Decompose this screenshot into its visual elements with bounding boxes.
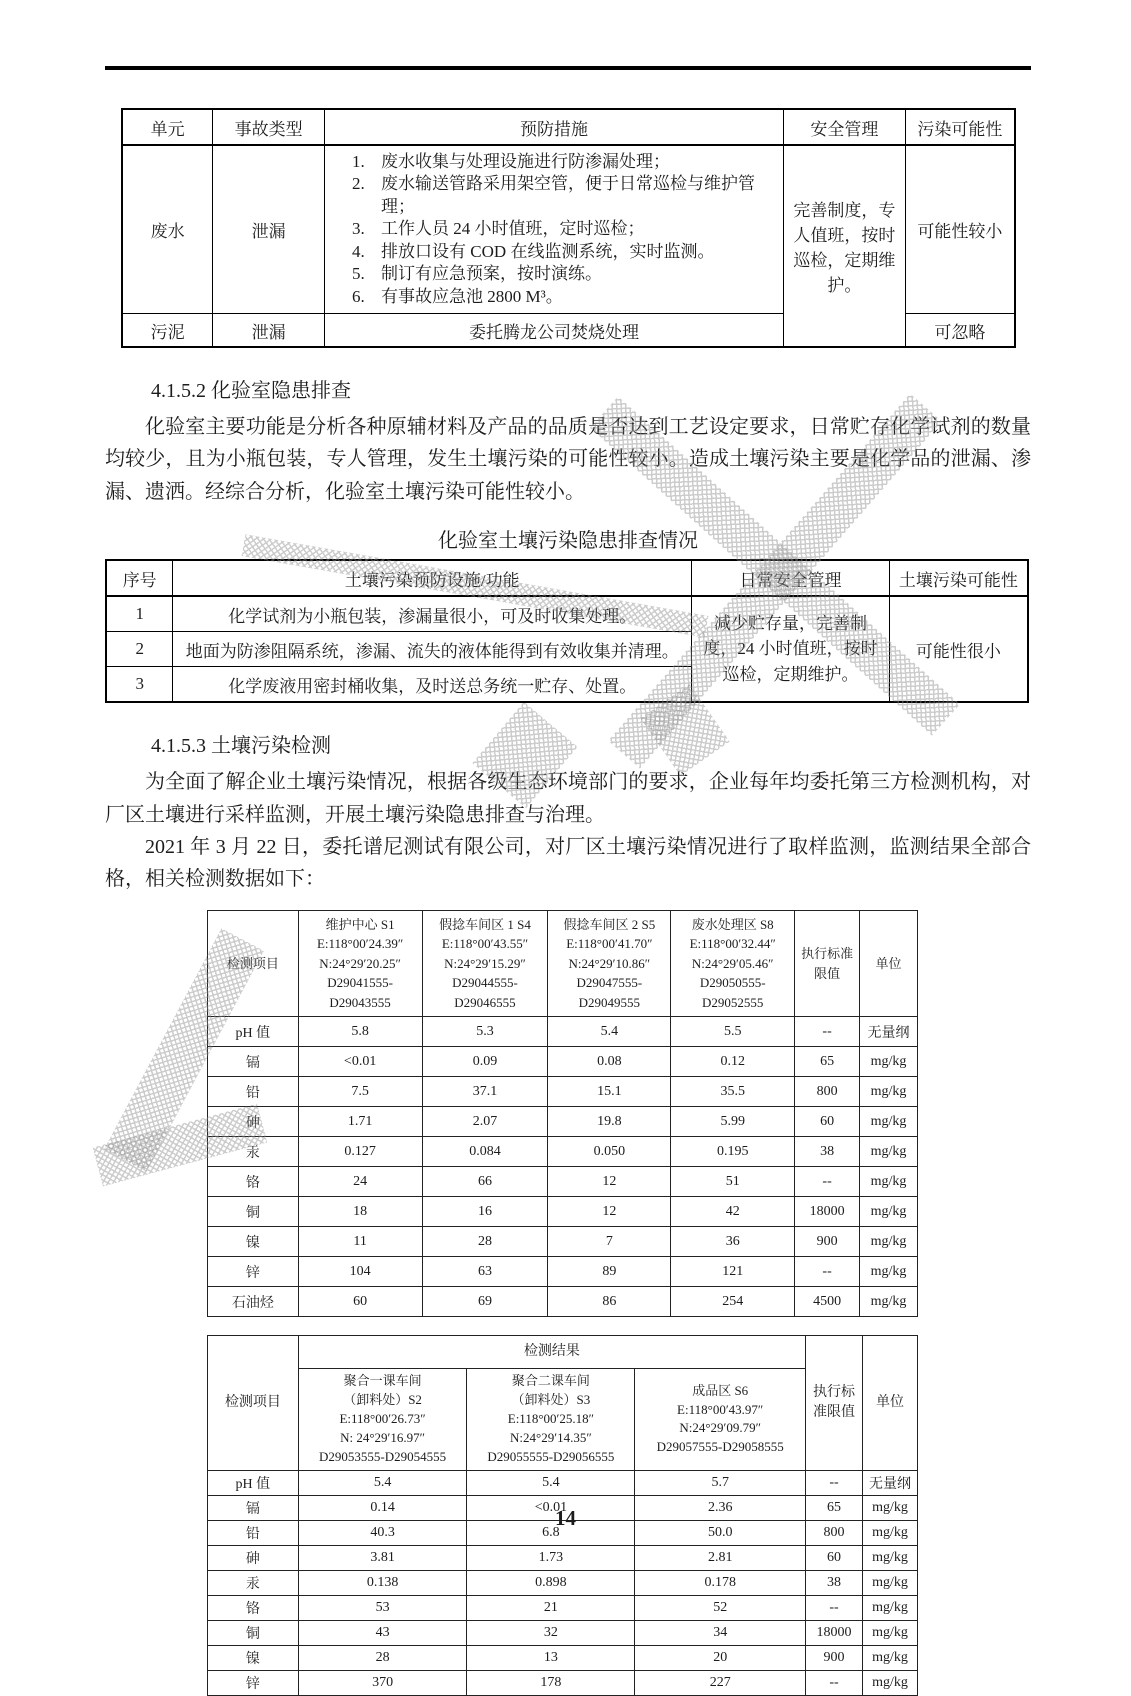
facility-cell: 化学废液用密封桶收集，及时送总务统一贮存、处置。	[173, 667, 692, 703]
page-number: 14	[555, 1506, 576, 1530]
unit-cell: mg/kg	[860, 1137, 918, 1167]
location-header-line: N:24°29′10.86″	[568, 955, 651, 971]
row-number-cell: 3	[106, 667, 173, 703]
unit-cell: mg/kg	[860, 1197, 918, 1227]
limit-cell: 18000	[806, 1620, 863, 1645]
accident-type-cell: 泄漏	[213, 145, 325, 314]
limit-cell: --	[795, 1257, 860, 1287]
column-header: 事故类型	[213, 109, 325, 145]
table-row	[208, 1620, 918, 1645]
unit-cell: mg/kg	[860, 1257, 918, 1287]
value-cell: 0.178	[635, 1570, 806, 1595]
location-header	[548, 910, 671, 1017]
table-row	[208, 1047, 918, 1077]
value-cell: 24	[298, 1167, 422, 1197]
location-header-line: 假捻车间区 2 S5	[563, 916, 656, 932]
location-header	[298, 910, 422, 1017]
location-header-line: N:24°29′09.79″	[679, 1420, 762, 1436]
value-cell: 2.81	[635, 1545, 806, 1570]
table-row	[208, 1197, 918, 1227]
possibility-cell: 可能性较小	[905, 145, 1015, 314]
row-number-cell: 2	[106, 632, 173, 667]
unit-cell: 废水	[122, 145, 213, 314]
test-table1-header-row	[208, 910, 918, 1017]
result-group-header: 检测结果	[298, 1336, 805, 1369]
location-header-line: N:24°29′05.46″	[691, 955, 774, 971]
value-cell: 43	[298, 1620, 467, 1645]
value-cell: 5.3	[422, 1017, 548, 1047]
parameter-cell: 锌	[208, 1670, 299, 1695]
parameter-cell: 铜	[208, 1620, 299, 1645]
location-header-line: D29044555-	[452, 975, 518, 991]
column-header: 土壤污染预防设施/功能	[173, 560, 692, 596]
location-header-line: N:24°29′14.35″	[510, 1429, 592, 1445]
limit-cell: 18000	[795, 1197, 860, 1227]
parameter-cell: 铅	[208, 1520, 299, 1545]
value-cell: 13	[467, 1645, 635, 1670]
value-cell: 60	[298, 1287, 422, 1317]
location-header-line: D29050555-	[699, 975, 766, 991]
value-cell: <0.01	[298, 1047, 422, 1077]
accident-type-cell: 泄漏	[213, 314, 325, 348]
location-header-line: E:118°00′41.70″	[566, 936, 653, 952]
unit-cell: mg/kg	[860, 1107, 918, 1137]
unit-column-header: 单位	[860, 910, 918, 1017]
value-cell: 66	[422, 1167, 548, 1197]
parameter-cell: 铜	[208, 1197, 299, 1227]
value-cell: 5.99	[671, 1107, 795, 1137]
section-heading-4152: 4.1.5.2 化验室隐患排查	[151, 380, 351, 403]
parameter-cell: 砷	[208, 1107, 299, 1137]
column-header: 预防措施	[325, 109, 784, 145]
value-cell: 53	[298, 1595, 467, 1620]
value-cell: 0.138	[298, 1570, 467, 1595]
prevention-measure-item: 3. 工作人员 24 小时值班，定时巡检；	[369, 218, 775, 240]
table-row	[208, 1670, 918, 1695]
value-cell: 11	[298, 1227, 422, 1257]
value-cell: 1.73	[467, 1545, 635, 1570]
parameter-cell: 镍	[208, 1645, 299, 1670]
value-cell: 6.8	[467, 1520, 635, 1545]
unit-cell: mg/kg	[863, 1670, 918, 1695]
prevention-measures-cell: 委托腾龙公司焚烧处理	[325, 314, 784, 348]
limit-cell: 38	[795, 1137, 860, 1167]
parameter-cell: 汞	[208, 1137, 299, 1167]
prevention-measure-item: 5. 制订有应急预案，按时演练。	[369, 263, 775, 285]
table-row	[122, 145, 1015, 314]
safety-management-cell: 完善制度，专人值班，按时巡检，定期维护。	[783, 145, 905, 347]
location-header-line: 维护中心 S1	[325, 916, 395, 932]
location-header-line: D29053555-D29054555	[319, 1448, 447, 1464]
table-row	[208, 1017, 918, 1047]
limit-cell: 900	[795, 1227, 860, 1257]
location-header-line: E:118°00′24.39″	[316, 936, 404, 952]
value-cell: 28	[298, 1645, 467, 1670]
parameter-cell: 砷	[208, 1545, 299, 1570]
parameter-column-header: 检测项目	[208, 910, 299, 1017]
limit-cell: 65	[795, 1047, 860, 1077]
value-cell: 0.050	[548, 1137, 671, 1167]
limit-column-header: 执行标准限值	[795, 910, 860, 1017]
column-header: 土壤污染可能性	[889, 560, 1028, 596]
parameter-cell: 铅	[208, 1077, 299, 1107]
value-cell: 15.1	[548, 1077, 671, 1107]
value-cell: 0.127	[298, 1137, 422, 1167]
location-header-line: D29041555-	[327, 975, 393, 991]
unit-cell: mg/kg	[860, 1047, 918, 1077]
location-header	[298, 1369, 467, 1470]
soil-test-table-1	[207, 910, 918, 1318]
value-cell: 0.08	[548, 1047, 671, 1077]
location-header	[422, 910, 548, 1017]
limit-column-header: 执行标准限值	[806, 1336, 863, 1470]
value-cell: 2.07	[422, 1107, 548, 1137]
value-cell: 16	[422, 1197, 548, 1227]
value-cell: 69	[422, 1287, 548, 1317]
limit-cell: 800	[806, 1520, 863, 1545]
limit-cell: 38	[806, 1570, 863, 1595]
prevention-measure-item: 1. 废水收集与处理设施进行防渗漏处理；	[369, 151, 775, 173]
test-table2-body	[208, 1470, 918, 1695]
prevention-measure-item: 2. 废水输送管路采用架空管，便于日常巡检与维护管理；	[369, 173, 775, 218]
parameter-cell: 镉	[208, 1047, 299, 1077]
unit-cell: mg/kg	[863, 1620, 918, 1645]
section-heading-4153: 4.1.5.3 土壤污染检测	[151, 735, 331, 758]
row-number-cell: 1	[106, 596, 173, 632]
table-row	[106, 596, 1028, 632]
document-page	[105, 66, 1031, 1696]
lab-table-body	[106, 596, 1028, 702]
test-table2-result-row	[208, 1336, 918, 1369]
location-header-line: D29055555-D29056555	[487, 1448, 615, 1464]
limit-cell: --	[806, 1595, 863, 1620]
facility-cell: 化学试剂为小瓶包装，渗漏量很小，可及时收集处理。	[173, 596, 692, 632]
location-header-line: E:118°00′26.73″	[339, 1410, 426, 1426]
prevention-measure-item: 4. 排放口设有 COD 在线监测系统，实时监测。	[369, 241, 775, 263]
prevention-measures-cell	[325, 145, 784, 314]
value-cell: 12	[548, 1197, 671, 1227]
value-cell: 3.81	[298, 1545, 467, 1570]
value-cell: 7.5	[298, 1077, 422, 1107]
location-header-line: 假捻车间区 1 S4	[439, 916, 531, 932]
value-cell: 32	[467, 1620, 635, 1645]
location-header	[671, 910, 795, 1017]
value-cell: 7	[548, 1227, 671, 1257]
parameter-cell: 铬	[208, 1167, 299, 1197]
location-header-line: 成品区 S6	[692, 1382, 749, 1398]
location-header-line: 废水处理区 S8	[691, 916, 774, 932]
value-cell: 370	[298, 1670, 467, 1695]
table-row	[208, 1227, 918, 1257]
location-header-line: D29047555-	[576, 975, 643, 991]
value-cell: 2.36	[635, 1495, 806, 1520]
value-cell: 21	[467, 1595, 635, 1620]
parameter-cell: 汞	[208, 1570, 299, 1595]
prevention-measures-list	[333, 151, 775, 308]
value-cell: 52	[635, 1595, 806, 1620]
lab-table-header-row	[106, 560, 1028, 596]
header-rule	[105, 66, 1031, 70]
value-cell: <0.01	[467, 1495, 635, 1520]
column-header: 序号	[106, 560, 173, 596]
value-cell: 0.09	[422, 1047, 548, 1077]
value-cell: 12	[548, 1167, 671, 1197]
table-row	[208, 1470, 918, 1495]
column-header: 日常安全管理	[692, 560, 890, 596]
location-header-line: （卸料处）S2	[343, 1392, 422, 1408]
location-header-line: D29049555	[578, 994, 641, 1010]
location-header-line: D29043555	[329, 994, 391, 1010]
value-cell: 51	[671, 1167, 795, 1197]
limit-cell: 800	[795, 1077, 860, 1107]
value-cell: 20	[635, 1645, 806, 1670]
value-cell: 34	[635, 1620, 806, 1645]
location-header-line: D29046555	[454, 994, 516, 1010]
parameter-cell: pH 值	[208, 1017, 299, 1047]
value-cell: 0.898	[467, 1570, 635, 1595]
limit-cell: 900	[806, 1645, 863, 1670]
parameter-cell: 石油烃	[208, 1287, 299, 1317]
parameter-cell: 铬	[208, 1595, 299, 1620]
location-header-line: E:118°00′43.97″	[677, 1401, 764, 1417]
unit-cell: 无量纲	[863, 1470, 918, 1495]
location-header-line: 聚合一课车间	[343, 1373, 422, 1389]
table-row	[208, 1545, 918, 1570]
value-cell: 5.5	[671, 1017, 795, 1047]
location-header-line: N:24°29′20.25″	[319, 955, 401, 971]
value-cell: 5.7	[635, 1470, 806, 1495]
unit-cell: mg/kg	[863, 1595, 918, 1620]
value-cell: 0.14	[298, 1495, 467, 1520]
table-row	[208, 1077, 918, 1107]
value-cell: 178	[467, 1670, 635, 1695]
column-header: 污染可能性	[905, 109, 1015, 145]
value-cell: 18	[298, 1197, 422, 1227]
value-cell: 37.1	[422, 1077, 548, 1107]
parameter-column-header: 检测项目	[208, 1336, 299, 1470]
value-cell: 1.71	[298, 1107, 422, 1137]
management-cell: 减少贮存量，完善制度，24 小时值班，按时巡检，定期维护。	[692, 596, 890, 702]
unit-cell: mg/kg	[860, 1287, 918, 1317]
value-cell: 50.0	[635, 1520, 806, 1545]
value-cell: 28	[422, 1227, 548, 1257]
parameter-cell: pH 值	[208, 1470, 299, 1495]
table-row	[208, 1595, 918, 1620]
value-cell: 0.084	[422, 1137, 548, 1167]
unit-cell: mg/kg	[860, 1077, 918, 1107]
unit-cell: mg/kg	[863, 1520, 918, 1545]
unit-cell: mg/kg	[863, 1545, 918, 1570]
value-cell: 89	[548, 1257, 671, 1287]
accident-prevention-table	[121, 108, 1016, 348]
unit-cell: 无量纲	[860, 1017, 918, 1047]
limit-cell: 60	[795, 1107, 860, 1137]
table-title: 化验室土壤污染隐患排查情况	[438, 530, 698, 553]
unit-cell: mg/kg	[863, 1645, 918, 1670]
location-header-line: E:118°00′32.44″	[689, 936, 776, 952]
value-cell: 121	[671, 1257, 795, 1287]
value-cell: 35.5	[671, 1077, 795, 1107]
location-header-line: （卸料处）S3	[511, 1392, 591, 1408]
body-paragraph: 化验室主要功能是分析各种原辅材料及产品的品质是否达到工艺设定要求，日常贮存化学试剂的数量均较少，且为小瓶包装，专人管理，发生土壤污染的可能性较小。造成土壤污染主要是化学品的泄漏、渗漏、遗洒。经综合分析，化验室土壤污染可能性较小。	[105, 416, 1031, 503]
location-header-line: D29052555	[702, 994, 764, 1010]
prevention-measure-item: 6. 有事故应急池 2800 M³。	[369, 286, 775, 308]
value-cell: 0.195	[671, 1137, 795, 1167]
parameter-cell: 镍	[208, 1227, 299, 1257]
table-row	[208, 1257, 918, 1287]
location-header-line: N:24°29′15.29″	[444, 955, 526, 971]
limit-cell: 65	[806, 1495, 863, 1520]
table-row	[208, 1137, 918, 1167]
value-cell: 0.12	[671, 1047, 795, 1077]
test-table1-body	[208, 1017, 918, 1317]
value-cell: 104	[298, 1257, 422, 1287]
table-row	[208, 1287, 918, 1317]
table-row	[208, 1167, 918, 1197]
location-header-line: D29057555-D29058555	[656, 1439, 784, 1455]
unit-cell: 污泥	[122, 314, 213, 348]
location-header-line: E:118°00′25.18″	[507, 1410, 595, 1426]
body-paragraph: 2021 年 3 月 22 日，委托谱尼测试有限公司，对厂区土壤污染情况进行了取样监测，监测结果全部合格，相关检测数据如下：	[105, 836, 1031, 891]
value-cell: 36	[671, 1227, 795, 1257]
table-row	[208, 1107, 918, 1137]
value-cell: 227	[635, 1670, 806, 1695]
unit-cell: mg/kg	[863, 1570, 918, 1595]
value-cell: 5.4	[298, 1470, 467, 1495]
unit-column-header: 单位	[863, 1336, 918, 1470]
value-cell: 63	[422, 1257, 548, 1287]
column-header: 单元	[122, 109, 213, 145]
value-cell: 254	[671, 1287, 795, 1317]
table-row	[208, 1570, 918, 1595]
limit-cell: --	[806, 1470, 863, 1495]
value-cell: 42	[671, 1197, 795, 1227]
unit-cell: mg/kg	[863, 1495, 918, 1520]
facility-cell: 地面为防渗阻隔系统，渗漏、流失的液体能得到有效收集并清理。	[173, 632, 692, 667]
limit-cell: --	[795, 1167, 860, 1197]
table-row	[208, 1645, 918, 1670]
location-header-line: N: 24°29′16.97″	[340, 1429, 426, 1445]
limit-cell: --	[795, 1017, 860, 1047]
limit-cell: 4500	[795, 1287, 860, 1317]
location-header	[467, 1369, 635, 1470]
possibility-cell: 可能性很小	[889, 596, 1028, 702]
value-cell: 19.8	[548, 1107, 671, 1137]
parameter-cell: 镉	[208, 1495, 299, 1520]
lab-inspection-table	[105, 559, 1029, 703]
location-header	[635, 1369, 806, 1470]
body-paragraph: 为全面了解企业土壤污染情况，根据各级生态环境部门的要求，企业每年均委托第三方检测机构，对厂区土壤进行采样监测，开展土壤污染隐患排查与治理。	[105, 771, 1031, 826]
possibility-cell: 可忽略	[905, 314, 1015, 348]
value-cell: 5.4	[548, 1017, 671, 1047]
unit-cell: mg/kg	[860, 1167, 918, 1197]
value-cell: 5.4	[467, 1470, 635, 1495]
value-cell: 40.3	[298, 1520, 467, 1545]
parameter-cell: 锌	[208, 1257, 299, 1287]
location-header-line: 聚合二课车间	[511, 1373, 590, 1389]
location-header-line: E:118°00′43.55″	[441, 936, 529, 952]
unit-cell: mg/kg	[860, 1227, 918, 1257]
column-header: 安全管理	[783, 109, 905, 145]
value-cell: 5.8	[298, 1017, 422, 1047]
limit-cell: 60	[806, 1545, 863, 1570]
value-cell: 86	[548, 1287, 671, 1317]
accident-table-header-row	[122, 109, 1015, 145]
limit-cell: --	[806, 1670, 863, 1695]
